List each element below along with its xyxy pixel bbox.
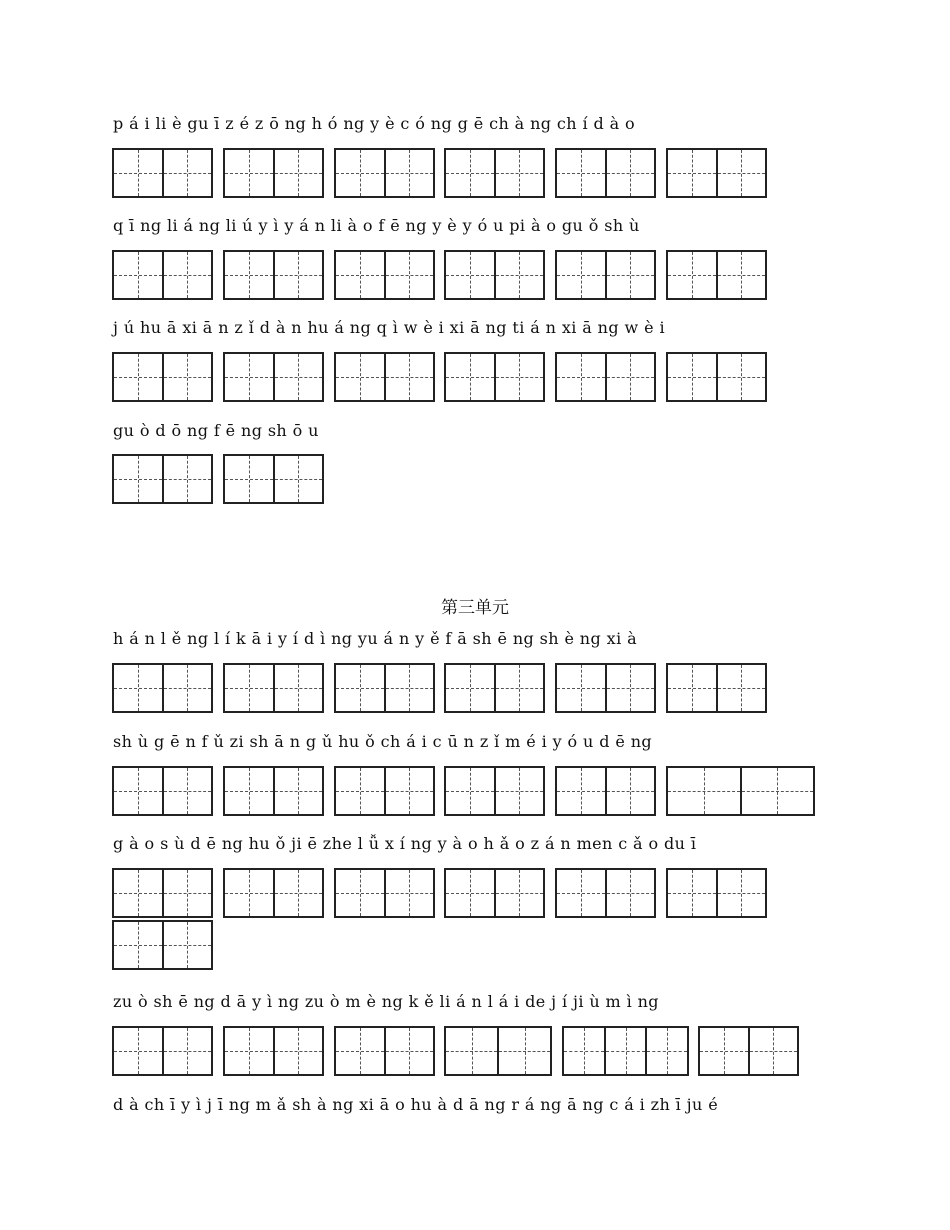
tian-grid-cell[interactable] <box>384 354 434 400</box>
writing-box[interactable] <box>112 1026 213 1076</box>
writing-box[interactable] <box>223 454 324 504</box>
tian-grid-cell[interactable] <box>114 665 162 711</box>
tian-grid-cell[interactable] <box>604 1028 646 1074</box>
writing-box[interactable] <box>666 766 815 816</box>
tian-grid-cell[interactable] <box>494 354 544 400</box>
tian-grid-cell[interactable] <box>162 252 212 298</box>
writing-box[interactable] <box>223 766 324 816</box>
tian-grid-cell[interactable] <box>494 252 544 298</box>
tian-grid-cell[interactable] <box>605 252 655 298</box>
writing-box[interactable] <box>555 663 656 713</box>
tian-grid-cell[interactable] <box>497 1028 550 1074</box>
tian-grid-cell[interactable] <box>557 665 605 711</box>
tian-grid-cell[interactable] <box>446 1028 497 1074</box>
tian-grid-cell[interactable] <box>605 768 655 814</box>
writing-box[interactable] <box>444 250 545 300</box>
writing-box[interactable] <box>112 454 213 504</box>
tian-grid-cell[interactable] <box>225 150 273 196</box>
writing-box[interactable] <box>555 868 656 918</box>
tian-grid-cell[interactable] <box>225 870 273 916</box>
tian-grid-cell[interactable] <box>446 252 494 298</box>
writing-box[interactable] <box>223 250 324 300</box>
tian-grid-cell[interactable] <box>336 1028 384 1074</box>
writing-box[interactable] <box>555 148 656 198</box>
pinyin-line-2: q ī ng li á ng li ú y ì y á n li à o f ē ng y è y ó u pi à o gu ǒ sh ù <box>113 216 640 235</box>
tian-grid-cell[interactable] <box>605 354 655 400</box>
writing-box[interactable] <box>112 148 213 198</box>
tian-grid-cell[interactable] <box>273 768 323 814</box>
tian-grid-cell[interactable] <box>273 665 323 711</box>
writing-box[interactable] <box>223 352 324 402</box>
writing-box[interactable] <box>334 250 435 300</box>
tian-grid-cell[interactable] <box>162 922 212 968</box>
tian-grid-cell[interactable] <box>336 870 384 916</box>
writing-box[interactable] <box>112 766 213 816</box>
tian-grid-cell[interactable] <box>384 252 434 298</box>
writing-box[interactable] <box>444 1026 552 1076</box>
tian-grid-cell[interactable] <box>225 252 273 298</box>
tian-grid-cell[interactable] <box>384 665 434 711</box>
tian-grid-cell[interactable] <box>446 870 494 916</box>
tian-grid-cell[interactable] <box>668 768 740 814</box>
pinyin-line-9: d à ch ī y ì j ī ng m ǎ sh à ng xi ā o hu à d ā ng r á ng ā ng c á i zh ī ju é <box>113 1095 719 1114</box>
writing-box[interactable] <box>223 663 324 713</box>
tian-grid-cell[interactable] <box>384 870 434 916</box>
tian-grid-cell[interactable] <box>557 870 605 916</box>
writing-box[interactable] <box>112 663 213 713</box>
tian-grid-cell[interactable] <box>668 354 716 400</box>
tian-grid-cell[interactable] <box>557 252 605 298</box>
writing-box[interactable] <box>112 352 213 402</box>
tian-grid-cell[interactable] <box>162 1028 212 1074</box>
tian-grid-cell[interactable] <box>748 1028 798 1074</box>
writing-box[interactable] <box>334 663 435 713</box>
tian-grid-cell[interactable] <box>162 665 212 711</box>
tian-grid-cell[interactable] <box>162 150 212 196</box>
writing-box[interactable] <box>334 1026 435 1076</box>
writing-box[interactable] <box>334 766 435 816</box>
tian-grid-cell[interactable] <box>557 768 605 814</box>
tian-grid-cell[interactable] <box>564 1028 604 1074</box>
tian-grid-cell[interactable] <box>225 1028 273 1074</box>
tian-grid-cell[interactable] <box>446 354 494 400</box>
writing-box[interactable] <box>112 920 213 970</box>
tian-grid-cell[interactable] <box>273 870 323 916</box>
tian-grid-cell[interactable] <box>557 150 605 196</box>
tian-grid-cell[interactable] <box>384 150 434 196</box>
tian-grid-cell[interactable] <box>494 870 544 916</box>
tian-grid-cell[interactable] <box>162 870 212 916</box>
tian-grid-cell[interactable] <box>225 354 273 400</box>
tian-grid-cell[interactable] <box>645 1028 687 1074</box>
tian-grid-cell[interactable] <box>700 1028 748 1074</box>
tian-grid-cell[interactable] <box>557 354 605 400</box>
writing-box[interactable] <box>334 868 435 918</box>
pinyin-line-8: zu ò sh ē ng d ā y ì ng zu ò m è ng k ě li á n l á i de j í ji ù m ì ng <box>113 992 659 1011</box>
tian-grid-cell[interactable] <box>668 665 716 711</box>
tian-grid-cell[interactable] <box>605 665 655 711</box>
tian-grid-cell[interactable] <box>114 354 162 400</box>
writing-box[interactable] <box>666 148 767 198</box>
writing-box[interactable] <box>223 148 324 198</box>
tian-grid-cell[interactable] <box>605 150 655 196</box>
tian-grid-cell[interactable] <box>114 922 162 968</box>
writing-box[interactable] <box>555 352 656 402</box>
tian-grid-cell[interactable] <box>162 456 212 502</box>
section-title: 第三单元 <box>441 598 509 618</box>
tian-grid-cell[interactable] <box>225 665 273 711</box>
tian-grid-cell[interactable] <box>336 768 384 814</box>
tian-grid-cell[interactable] <box>716 150 766 196</box>
pinyin-line-3: j ú hu ā xi ā n z ǐ d à n hu á ng q ì w è i xi ā ng ti á n xi ā ng w è i <box>113 318 665 337</box>
writing-box[interactable] <box>666 663 767 713</box>
tian-grid-cell[interactable] <box>273 456 323 502</box>
tian-grid-cell[interactable] <box>494 665 544 711</box>
tian-grid-cell[interactable] <box>446 768 494 814</box>
tian-grid-cell[interactable] <box>114 870 162 916</box>
tian-grid-cell[interactable] <box>162 768 212 814</box>
tian-grid-cell[interactable] <box>273 150 323 196</box>
tian-grid-cell[interactable] <box>384 768 434 814</box>
tian-grid-cell[interactable] <box>668 252 716 298</box>
writing-box[interactable] <box>666 868 767 918</box>
tian-grid-cell[interactable] <box>716 354 766 400</box>
tian-grid-cell[interactable] <box>114 456 162 502</box>
tian-grid-cell[interactable] <box>716 252 766 298</box>
tian-grid-cell[interactable] <box>446 150 494 196</box>
writing-box[interactable] <box>562 1026 689 1076</box>
tian-grid-cell[interactable] <box>273 354 323 400</box>
writing-box[interactable] <box>444 148 545 198</box>
tian-grid-cell[interactable] <box>740 768 814 814</box>
pinyin-line-5: h á n l ě ng l í k ā i y í d ì ng yu á n y ě f ā sh ē ng sh è ng xi à <box>113 629 638 648</box>
tian-grid-cell[interactable] <box>336 252 384 298</box>
tian-grid-cell[interactable] <box>114 768 162 814</box>
pinyin-line-4: gu ò d ō ng f ē ng sh ō u <box>113 421 319 440</box>
tian-grid-cell[interactable] <box>668 150 716 196</box>
tian-grid-cell[interactable] <box>336 665 384 711</box>
tian-grid-cell[interactable] <box>494 768 544 814</box>
tian-grid-cell[interactable] <box>494 150 544 196</box>
writing-box[interactable] <box>444 352 545 402</box>
tian-grid-cell[interactable] <box>446 665 494 711</box>
writing-box[interactable] <box>666 250 767 300</box>
writing-box[interactable] <box>223 868 324 918</box>
writing-box[interactable] <box>444 868 545 918</box>
tian-grid-cell[interactable] <box>273 1028 323 1074</box>
writing-box[interactable] <box>555 766 656 816</box>
tian-grid-cell[interactable] <box>225 456 273 502</box>
tian-grid-cell[interactable] <box>114 252 162 298</box>
tian-grid-cell[interactable] <box>336 150 384 196</box>
tian-grid-cell[interactable] <box>162 354 212 400</box>
writing-box[interactable] <box>334 352 435 402</box>
tian-grid-cell[interactable] <box>605 870 655 916</box>
writing-box[interactable] <box>112 250 213 300</box>
pinyin-line-6: sh ù g ē n f ǔ zi sh ā n g ǔ hu ǒ ch á i c ū n z ǐ m é i y ó u d ē ng <box>113 732 653 751</box>
writing-box[interactable] <box>444 663 545 713</box>
tian-grid-cell[interactable] <box>716 665 766 711</box>
writing-box[interactable] <box>334 148 435 198</box>
writing-box[interactable] <box>666 352 767 402</box>
tian-grid-cell[interactable] <box>273 252 323 298</box>
writing-box[interactable] <box>698 1026 799 1076</box>
pinyin-line-1: p á i li è gu ī z é z ō ng h ó ng y è c ó ng g ē ch à ng ch í d à o <box>113 114 636 133</box>
writing-box[interactable] <box>555 250 656 300</box>
writing-box[interactable] <box>223 1026 324 1076</box>
pinyin-line-7: g à o s ù d ē ng hu ǒ ji ē zhe l ǚ x í ng y à o h ǎ o z á n men c ǎ o du ī <box>113 834 697 853</box>
writing-box[interactable] <box>112 868 213 918</box>
tian-grid-cell[interactable] <box>225 768 273 814</box>
writing-box[interactable] <box>444 766 545 816</box>
tian-grid-cell[interactable] <box>114 150 162 196</box>
tian-grid-cell[interactable] <box>336 354 384 400</box>
tian-grid-cell[interactable] <box>384 1028 434 1074</box>
tian-grid-cell[interactable] <box>716 870 766 916</box>
tian-grid-cell[interactable] <box>114 1028 162 1074</box>
tian-grid-cell[interactable] <box>668 870 716 916</box>
